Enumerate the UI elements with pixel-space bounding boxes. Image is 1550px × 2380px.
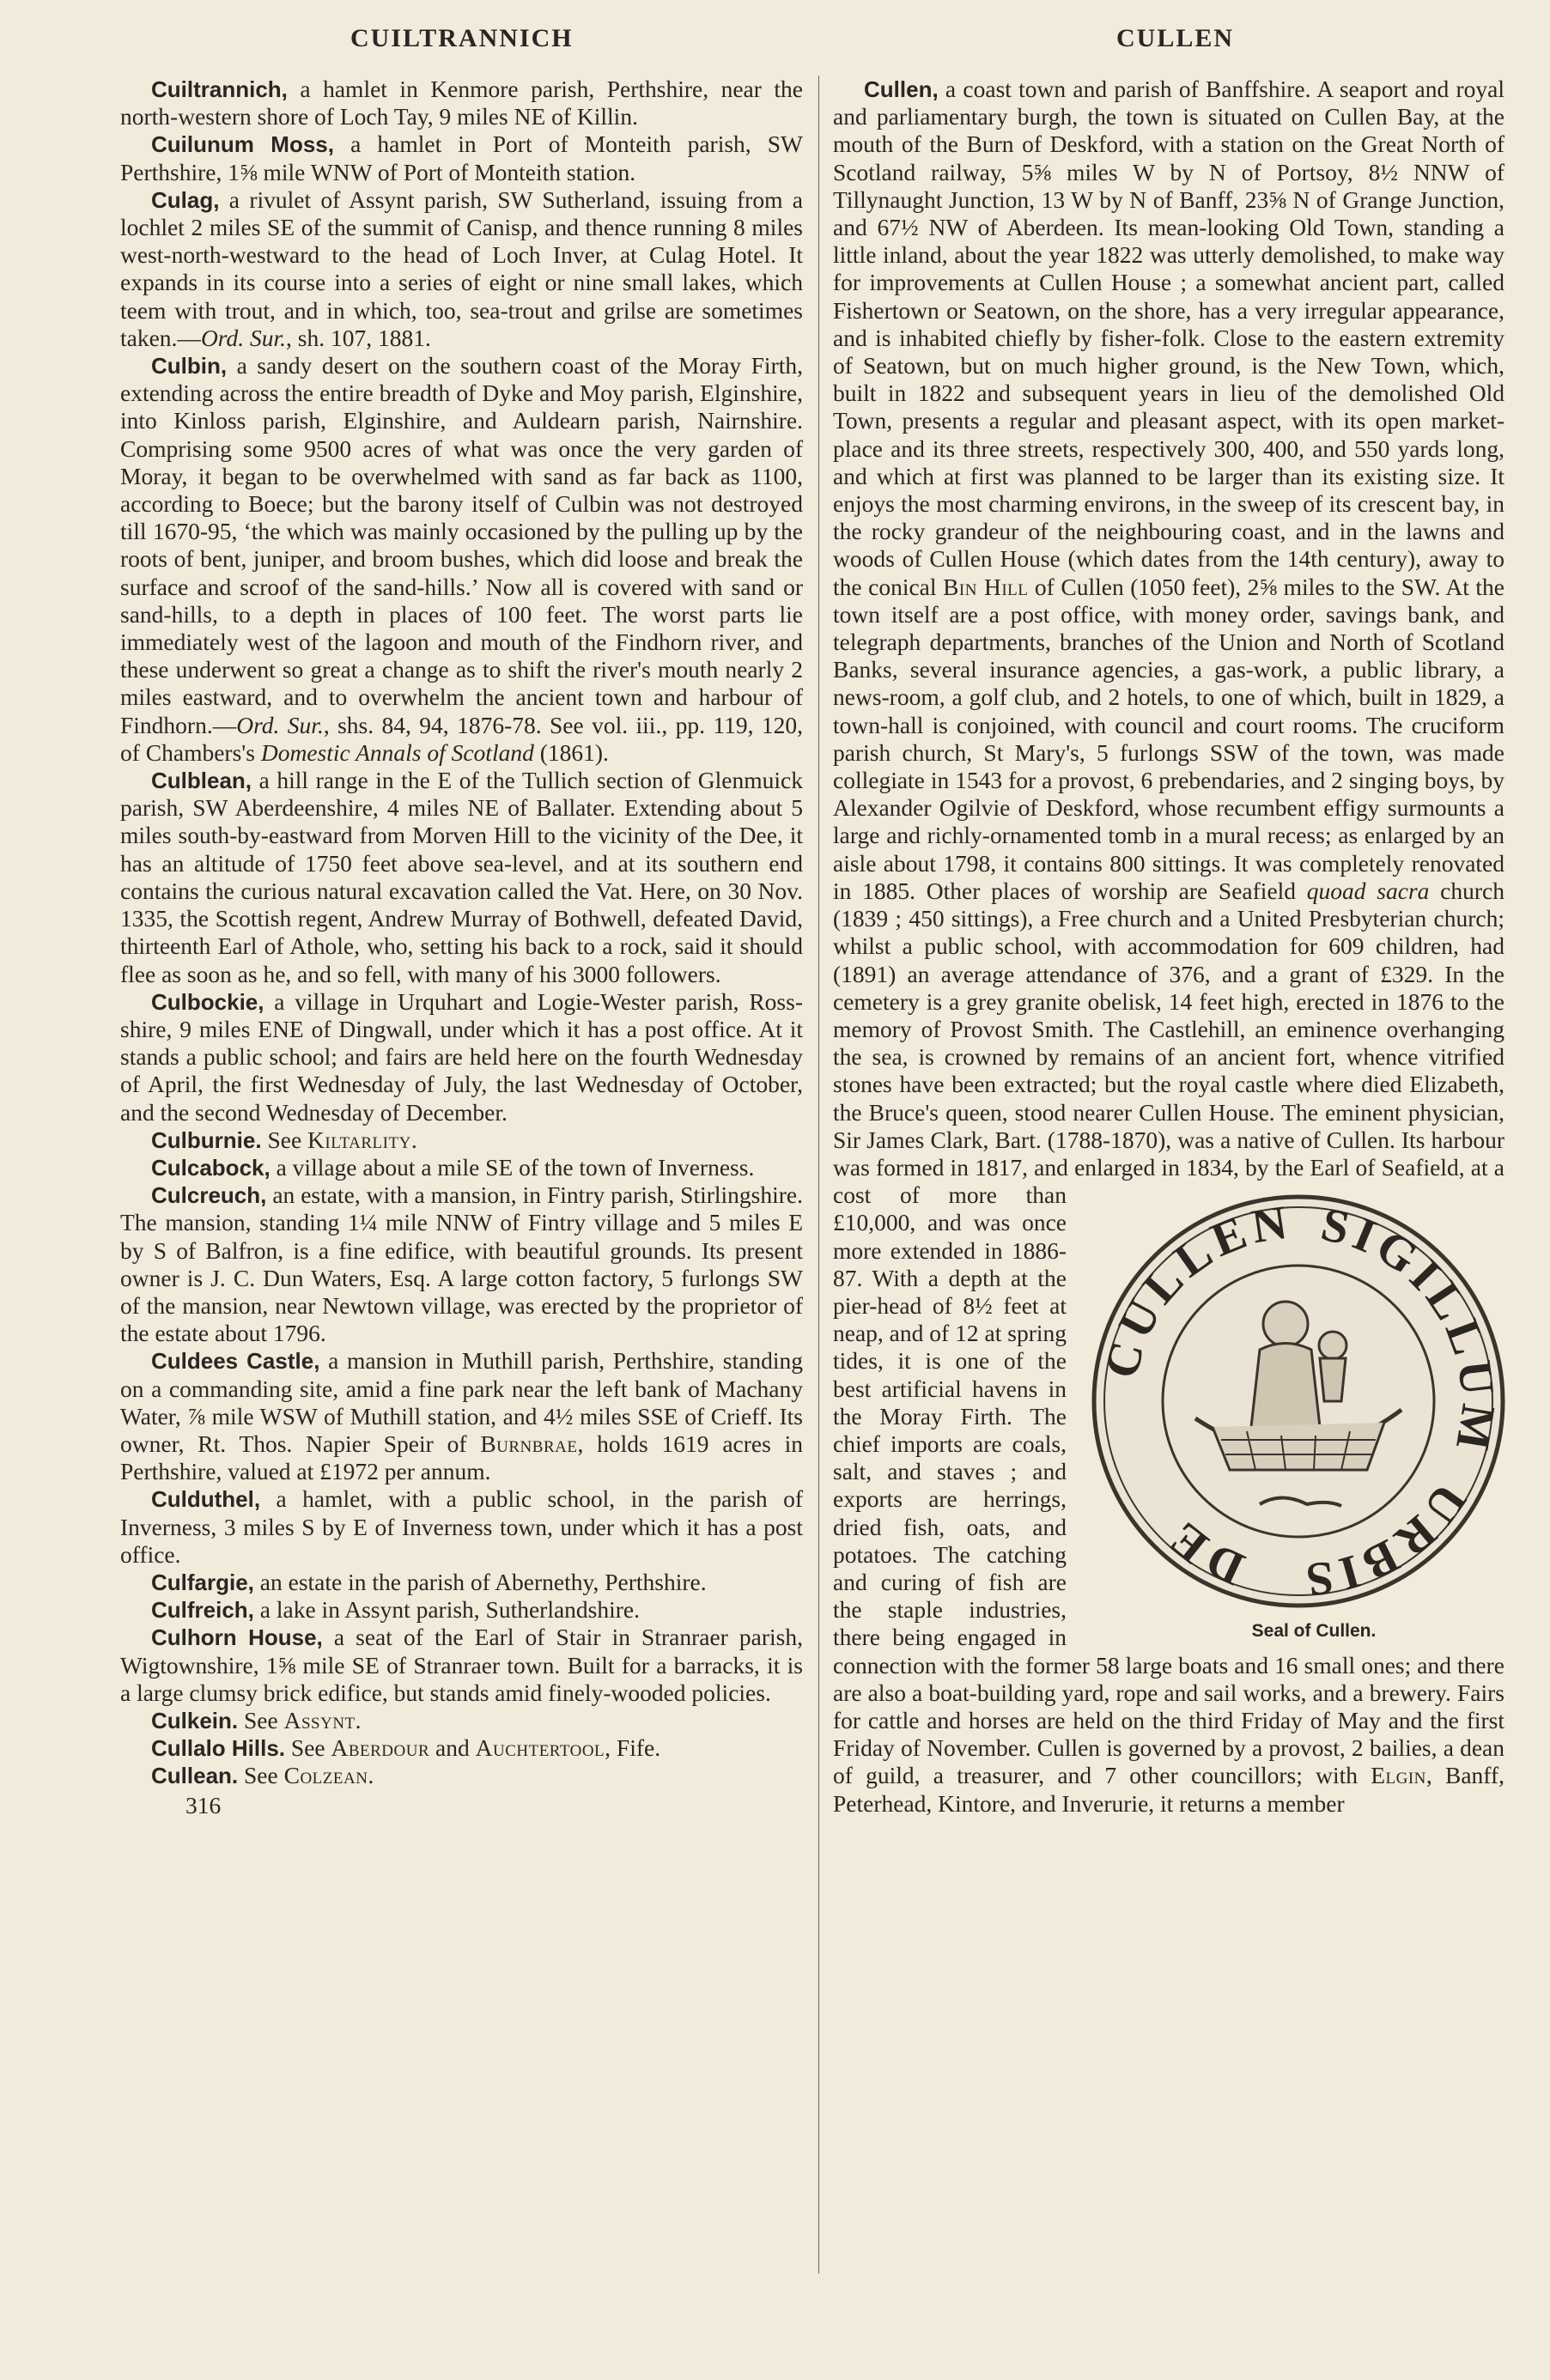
seal-of-cullen-image [1084,1187,1513,1616]
entry-culdees-castle: Culdees Castle, a mansion in Muthill parish, Perthshire, standing on a commanding site, amid a fine park near the left bank of Machany Water, ⅞ mile WSW of Muthill station, and 4½ miles SSE of Crieff. Its owner, Rt. Thos. Napier Speir of Burnbrae, holds 1619 acres in Perthshire, valued at £1972 per annum. [120,1347,803,1485]
right-column [833,76,1504,1818]
running-head-right: CULLEN [1116,24,1235,52]
entry-culag: Culag, a rivulet of Assynt parish, SW Sutherland, issuing from a lochlet 2 miles SE of the summit of Canisp, and thence running 8 miles west-north-westward to the head of Loch Inver, at Culag Hotel. It expands in its course into a series of eight or nine small lakes, which teem with trout, and in which, too, sea-trout and grilse are sometimes taken.—Ord. Sur., sh. 107, 1881. [120,185,803,351]
entry-culbockie: Culbockie, a village in Urquhart and Logie-Wester parish, Ross-shire, 9 miles ENE of Dingwall, under which it has a post office. At it stands a public school; and fairs are held here on the fourth Wednesday of April, the first Wednesday of July, the last Wednesday of October, and the second Wednesday of December. [120,987,803,1126]
seal-legend-top: SIGILLUM [1316,1197,1505,1460]
seal-legend-bottom: DE [1156,1509,1253,1596]
entry-culburnie: Culburnie. See Kiltarlity. [151,1126,417,1153]
entry-culduthel: Culduthel, a hamlet, with a public school, in the parish of Inverness, 3 miles S by E of Inverness town, under which it has a post office. [120,1485,803,1568]
column-divider [818,76,819,2274]
entry-cuiltrannich: Cuiltrannich, a hamlet in Kenmore parish, Perthshire, near the north-western shore of Loch Tay, 9 miles NE of Killin. [120,76,803,131]
seal-legend-left: CULLEN [1094,1195,1296,1384]
cullen-text-before-seal: church (1839 ; 450 sittings), a Free church and a United Presbyterian church; whilst a public school, with accommodation for 609 children, had (1891) an average attendance of 376, and a grant of £329. In the cemetery is a grey granite obelisk, 14 feet high, erected in 1876 to the memory of Provost Smith. The Castlehill, an eminence overhanging the sea, is crowned by remains of an ancient fort, whence vitrified stones have been extracted; but the royal castle where died Elizabeth, the Bruce's queen, stood nearer Cullen House. The eminent physician, Sir James Clark, Bart. (1788-1870), was a native of Cullen. Its harbour was formed in 1817, and enlarged in 1834, by the Earl of Seafield, at a cost of more than [833,877,1504,1209]
seal-caption: Seal of Cullen. [1251,1621,1377,1642]
running-head-left: CUILTRANNICH [350,24,574,52]
entry-culblean: Culblean, a hill range in the E of the Tullich section of Glenmuick parish, SW Aberdeenshire, 4 miles NE of Ballater. Extending about 5 miles south-by-eastward from Morven Hill to the vicinity of the Dee, it has an altitude of 1750 feet above sea-level, and at its southern end contains the curious natural excavation called the Vat. Here, on 30 Nov. 1335, the Scottish regent, Andrew Murray of Bothwell, defeated David, thirteenth Earl of Athole, who, setting his back to a rock, said it should flee as soon as he, and so fell, with many of his 3000 followers. [120,767,803,987]
entry-culcreuch: Culcreuch, an estate, with a mansion, in Fintry parish, Stirlingshire. The mansion, standing 1¼ mile NNW of Fintry village and 5 miles E by S of Balfron, is a fine edifice, with beautiful grounds. Its present owner is J. C. Dun Waters, Esq. A large cotton factory, 5 furlongs SW of the mansion, near Newtown village, was erected by the proprietor of the estate about 1796. [120,1181,803,1347]
entry-culkein: Culkein. See Assynt. [151,1706,362,1733]
entry-culcabock: Culcabock, a village about a mile SE of the town of Inverness. [151,1153,755,1181]
entry-cullen: Cullen, a coast town and parish of Banffshire. A seaport and royal and parliamentary burgh, the town is situated on Cullen Bay, at the mouth of the Burn of Deskford, with a station on the Great North of Scotland railway, 5⅝ miles W by N of Portsoy, 8½ NNW of Tillynaught Junction, 13 W by N of Banff, 23⅝ N of Grange Junction, and 67½ NW of Aberdeen. Its mean-looking Old Town, standing a little inland, about the year 1822 was utterly demolished, to make way for improvements at Cullen House ; a somewhat ancient part, called Fishertown or Seatown, on the shore, has a very irregular appearance, and is inhabited chiefly by fisher-folk. Close to the eastern extremity of Seatown, but on much higher ground, is the New Town, which, built in 1822 and subsequent years in lieu of the demolished Old Town, presents a regular and pleasant aspect, with its open market-place and its three streets, respectively 300, 400, and 550 yards long, and which at first was planned to be larger than its existing size. It enjoys the most charming environs, in the sweep of its crescent bay, in the rocky grandeur of the neighbouring coast, and in the lawns and woods of Cullen House (which dates from the 14th century), away to the conical Bin Hill of Cullen (1050 feet), 2⅝ miles to the SW. At the town itself are a post office, with money order, savings bank, and telegraph departments, branches of the Union and North of Scotland Banks, several insurance agencies, a gas-work, a public library, a news-room, a golf club, and 2 hotels, to one of which, built in 1829, a town-hall is conjoined, with council and court rooms. The cruciform parish church, St Mary's, 5 furlongs SSW of the town, was made collegiate in 1543 for a provost, 6 prebendaries, and 2 singing boys, by Alexander Ogilvie of Deskford, whose recumbent effigy surmounts a large and richly-ornamented tomb in a mural recess; as enlarged by an aisle about 1798, it contains 800 sittings. It was completely renovated in 1885. Other places of worship are Seafield quoad sacra church (1839 ; 450 sittings), a Free church and a United Presbyterian church; whilst a public school, with accommodation for 609 children, had (1891) an average attendance of 376, and a grant of £329. In the cemetery is a grey granite obelisk, 14 feet high, erected in 1876 to the memory of Provost Smith. The Castlehill, an eminence overhanging the sea, is crowned by remains of an ancient fort, whence vitrified stones have been extracted; but the royal castle where died Elizabeth, the Bruce's queen, stood nearer Cullen House. The eminent physician, Sir James Clark, Bart. (1788-1870), was a native of Cullen. Its harbour was formed in 1817, and enlarged in 1834, by the Earl of Seafield, at a cost of more than CULLEN SIGILLUM URBIS DE Seal of Cullen. £10,000, and was once more extended in 1886-87. With a depth at the pier-head of 8½ feet at neap, and of 12 at spring tides, it is one of the best artificial havens in the Moray Firth. The chief imports are coals, salt, and staves ; and exports are herrings, dried fish, oats, and potatoes. The catching and curing of fish are the staple industries, there being engaged in connection with the former 58 large boats and 16 small ones; and there are also a boat-building yard, rope and sail works, and a brewery. Fairs for cattle and horses are held on the third Friday of May and the first Friday of November. Cullen is governed by a provost, 2 bailies, a dean of guild, a treasurer, and 7 other councillors; with Elgin, Banff, Peterhead, Kintore, and Inverurie, it returns a member [833,76,1504,1818]
entry-cullean: Cullean. See Colzean. [151,1762,374,1789]
entry-culfreich: Culfreich, a lake in Assynt parish, Sutherlandshire. [151,1596,641,1624]
entry-culhorn-house: Culhorn House, a seat of the Earl of Stair in Stranraer parish, Wigtownshire, 1⅝ mile SE of Stranraer town. Built for a barracks, it is a large clumsy brick edifice, but stands amid finely-wooded policies. [120,1624,803,1706]
entry-culbin: Culbin, a sandy desert on the southern coast of the Moray Firth, extending across the entire breadth of Dyke and Moy parish, Elginshire, into Kinloss parish, Elginshire, and Auldearn parish, Nairnshire. Comprising some 9500 acres of what was once the very garden of Moray, it began to be overwhelmed with sand as far back as 1100, according to Boece; but the barony itself of Culbin was not destroyed till 1670-95, ‘the which was mainly occasioned by the pulling up by the roots of bent, juniper, and broom bushes, which did loose and break the surface and scroof of the sand-hills.’ Now all is covered with sand or sand-hills, to a depth in places of 100 feet. The worst parts lie immediately west of the lagoon and mouth of the Findhorn river, and these underwent so great a change as to shift the river's mouth nearly 2 miles eastward, and to overwhelm the ancient town and harbour of Findhorn.—Ord. Sur., shs. 84, 94, 1876-78. See vol. iii., pp. 119, 120, of Chambers's Domestic Annals of Scotland (1861). [120,352,804,766]
page-number: 316 [185,1791,222,1818]
cullen-text-after-seal: £10,000, and was once more extended in 1886-87. With a depth at the pier-head of 8½ feet at neap, and of 12 at spring tides, it is one of the best artificial havens in the Moray Firth. The chief imports are coals, salt, and staves ; and exports are herrings, dried fish, oats, and potatoes. The catching and curing of fish are the staple industries, there being engaged in connection with the former 58 large boats and 16 small ones; and there are also a boat-building yard, rope and sail works, and a brewery. Fairs for cattle and horses are held on the third Friday of May and the first Friday of November. Cullen is governed by a provost, 2 bailies, a dean of guild, a treasurer, and 7 other councillors; with [833,1209,1504,1789]
seal-legend-right: URBIS [1298,1473,1477,1607]
entry-cullalo-hills: Cullalo Hills. See Aberdour and Auchtertool, Fife. [151,1734,661,1762]
seal-figure [1075,1187,1522,1645]
entry-cuilunum-moss: Cuilunum Moss, a hamlet in Port of Monteith parish, SW Perthshire, 1⅝ mile WNW of Port of Monteith station. [120,131,804,185]
entry-culfargie: Culfargie, an estate in the parish of Abernethy, Perthshire. [151,1568,707,1595]
left-column [120,76,803,1819]
